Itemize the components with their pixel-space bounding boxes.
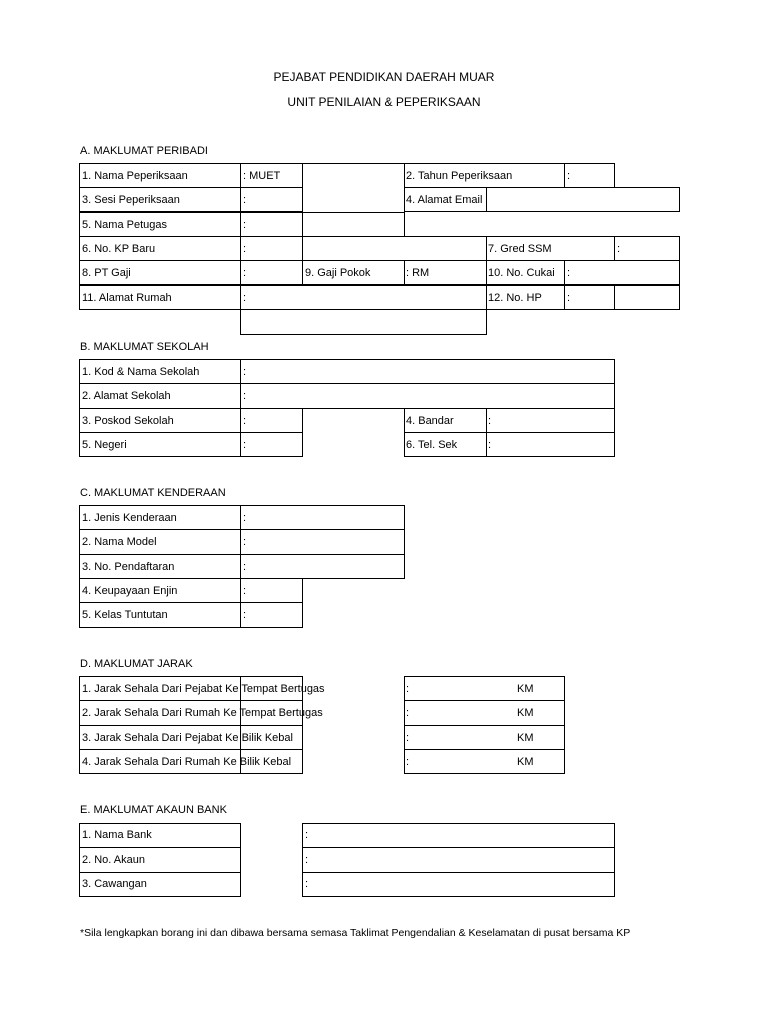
nama-bank-label: 1. Nama Bank bbox=[82, 829, 152, 841]
colon: : bbox=[243, 439, 247, 451]
jenis-kenderaan-label: 1. Jenis Kenderaan bbox=[82, 512, 177, 524]
colon: : bbox=[243, 243, 247, 255]
colon: : bbox=[406, 683, 410, 695]
cawangan-field[interactable] bbox=[302, 872, 615, 897]
colon: : bbox=[243, 390, 247, 402]
tahun-peperiksaan-label: 2. Tahun Peperiksaan bbox=[406, 170, 513, 182]
gred-ssm-label: 7. Gred SSM bbox=[488, 243, 552, 255]
colon: : bbox=[243, 585, 247, 597]
jarak-4-field[interactable] bbox=[404, 749, 565, 774]
nama-model-field[interactable] bbox=[240, 529, 405, 555]
alamat-rumah-field-line2[interactable] bbox=[240, 309, 487, 335]
jarak-4-label: 4. Jarak Sehala Dari Rumah Ke Bilik Kebal bbox=[82, 756, 292, 768]
sesi-peperiksaan-label: 3. Sesi Peperiksaan bbox=[82, 194, 180, 206]
nama-model-label: 2. Nama Model bbox=[82, 536, 157, 548]
jarak-3-label: 3. Jarak Sehala Dari Pejabat Ke Bilik Kebal bbox=[82, 732, 293, 744]
no-hp-label: 12. No. HP bbox=[488, 292, 542, 304]
colon: : bbox=[243, 609, 247, 621]
gaji-pokok-value: : RM bbox=[406, 267, 430, 279]
colon: : bbox=[243, 366, 247, 378]
jenis-kenderaan-field[interactable] bbox=[240, 505, 405, 530]
no-pendaftaran-label: 3. No. Pendaftaran bbox=[82, 561, 175, 573]
colon: : bbox=[406, 707, 410, 719]
colon: : bbox=[305, 854, 309, 866]
poskod-label: 3. Poskod Sekolah bbox=[82, 415, 174, 427]
jarak-2-label: 2. Jarak Sehala Dari Rumah Ke Tempat Bertugas bbox=[82, 707, 323, 719]
alamat-sekolah-field[interactable] bbox=[240, 383, 615, 409]
kod-nama-sekolah-label: 1. Kod & Nama Sekolah bbox=[82, 366, 200, 378]
colon: : bbox=[243, 415, 247, 427]
bandar-label: 4. Bandar bbox=[406, 415, 454, 427]
no-hp-field[interactable] bbox=[564, 285, 615, 310]
cawangan-label: 3. Cawangan bbox=[82, 878, 147, 890]
negeri-label: 5. Negeri bbox=[82, 439, 127, 451]
no-kp-field[interactable] bbox=[240, 236, 303, 261]
colon: : bbox=[243, 194, 247, 206]
jarak-1-field[interactable] bbox=[404, 676, 565, 701]
keupayaan-enjin-label: 4. Keupayaan Enjin bbox=[82, 585, 178, 597]
footnote: *Sila lengkapkan borang ini dan dibawa bersama semasa Taklimat Pengendalian & Keselamatan di pusat bersama KP bbox=[80, 927, 631, 939]
no-kp-label: 6. No. KP Baru bbox=[82, 243, 156, 255]
jarak-3-field[interactable] bbox=[404, 725, 565, 750]
pt-gaji-label: 8. PT Gaji bbox=[82, 267, 131, 279]
colon: : bbox=[243, 292, 247, 304]
nama-petugas-label: 5. Nama Petugas bbox=[82, 219, 167, 231]
colon: : bbox=[406, 756, 410, 768]
nama-peperiksaan-label: 1. Nama Peperiksaan bbox=[82, 170, 188, 182]
alamat-email-label: 4. Alamat Email bbox=[406, 194, 483, 206]
alamat-rumah-field[interactable] bbox=[240, 285, 487, 310]
gaji-pokok-label: 9. Gaji Pokok bbox=[305, 267, 371, 279]
alamat-rumah-label: 11. Alamat Rumah bbox=[82, 292, 172, 304]
bandar-field[interactable] bbox=[486, 408, 615, 433]
colon: : bbox=[243, 561, 247, 573]
colon: : bbox=[305, 878, 309, 890]
no-pendaftaran-field[interactable] bbox=[240, 554, 405, 579]
negeri-field[interactable] bbox=[240, 432, 303, 457]
no-akaun-field[interactable] bbox=[302, 847, 615, 873]
section-a-title: A. MAKLUMAT PERIBADI bbox=[80, 145, 208, 157]
kod-nama-sekolah-field[interactable] bbox=[240, 359, 615, 384]
colon: : bbox=[243, 219, 247, 231]
office-title: PEJABAT PENDIDIKAN DAERAH MUAR bbox=[273, 70, 495, 84]
blank-cell bbox=[302, 236, 487, 261]
alamat-email-field[interactable] bbox=[486, 187, 680, 212]
section-b-title: B. MAKLUMAT SEKOLAH bbox=[80, 341, 209, 353]
unit-title: UNIT PENILAIAN & PEPERIKSAAN bbox=[287, 95, 481, 109]
colon: : bbox=[243, 536, 247, 548]
colon: : bbox=[617, 243, 621, 255]
colon: : bbox=[567, 170, 571, 182]
kelas-tuntutan-label: 5. Kelas Tuntutan bbox=[82, 609, 168, 621]
sesi-peperiksaan-field[interactable] bbox=[240, 187, 303, 212]
nama-petugas-field[interactable] bbox=[240, 212, 405, 237]
colon: : bbox=[567, 292, 571, 304]
colon: : bbox=[406, 732, 410, 744]
no-cukai-field[interactable] bbox=[564, 260, 680, 285]
no-akaun-label: 2. No. Akaun bbox=[82, 854, 145, 866]
km-unit: KM bbox=[517, 683, 534, 695]
colon: : bbox=[243, 267, 247, 279]
tahun-peperiksaan-field[interactable] bbox=[564, 163, 615, 188]
section-c-title: C. MAKLUMAT KENDERAAN bbox=[80, 487, 226, 499]
nama-peperiksaan-value: : MUET bbox=[243, 170, 281, 182]
tel-sek-label: 6. Tel. Sek bbox=[406, 439, 458, 451]
kelas-tuntutan-field[interactable] bbox=[240, 602, 303, 628]
km-unit: KM bbox=[517, 707, 534, 719]
colon: : bbox=[488, 439, 492, 451]
jarak-1-label: 1. Jarak Sehala Dari Pejabat Ke Tempat Bertugas bbox=[82, 683, 325, 695]
blank-cell bbox=[614, 285, 680, 310]
poskod-field[interactable] bbox=[240, 408, 303, 433]
section-d-title: D. MAKLUMAT JARAK bbox=[80, 658, 193, 670]
nama-bank-field[interactable] bbox=[302, 823, 615, 848]
gred-ssm-field[interactable] bbox=[614, 236, 680, 261]
km-unit: KM bbox=[517, 732, 534, 744]
pt-gaji-field[interactable] bbox=[240, 260, 303, 285]
colon: : bbox=[243, 512, 247, 524]
section-e-title: E. MAKLUMAT AKAUN BANK bbox=[80, 804, 227, 816]
jarak-2-field[interactable] bbox=[404, 700, 565, 726]
keupayaan-enjin-field[interactable] bbox=[240, 578, 303, 603]
colon: : bbox=[305, 829, 309, 841]
colon: : bbox=[488, 415, 492, 427]
no-cukai-label: 10. No. Cukai bbox=[488, 267, 555, 279]
tel-sek-field[interactable] bbox=[486, 432, 615, 457]
alamat-sekolah-label: 2. Alamat Sekolah bbox=[82, 390, 171, 402]
colon: : bbox=[567, 267, 571, 279]
km-unit: KM bbox=[517, 756, 534, 768]
